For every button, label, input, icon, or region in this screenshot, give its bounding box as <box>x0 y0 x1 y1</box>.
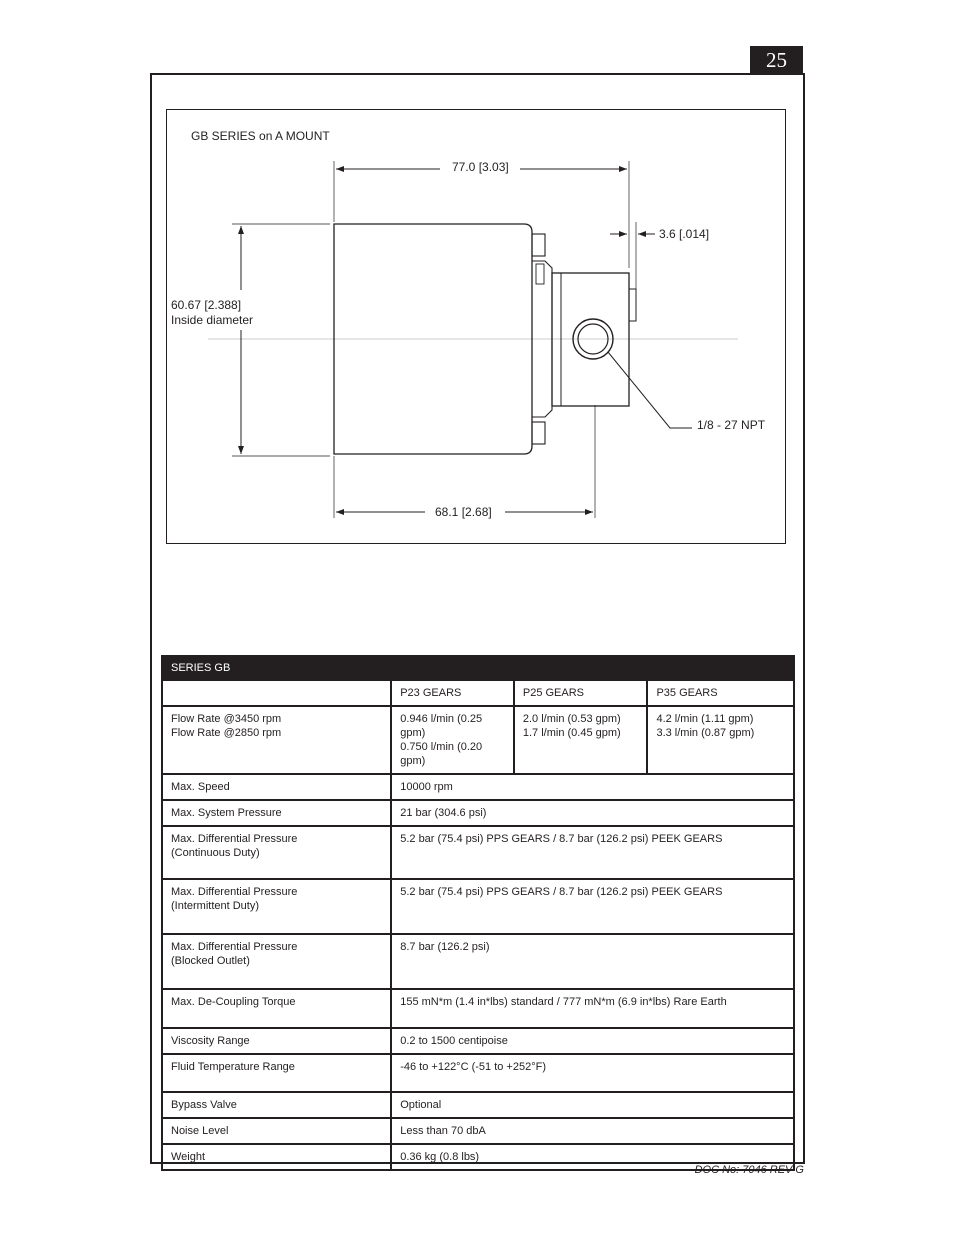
cell-p25-flow <box>514 706 648 774</box>
cell-p35-flow <box>647 706 794 774</box>
row-label-line1: Flow Rate @3450 rpm <box>171 713 282 725</box>
value-line1: 2.0 l/min (0.53 gpm) <box>522 713 621 725</box>
row-value: Optional <box>391 1092 794 1118</box>
row-value: -46 to +122°C (-51 to +252°F) <box>391 1054 794 1092</box>
drawing-title: GB SERIES on A MOUNT <box>191 129 330 143</box>
pump-head <box>552 273 629 406</box>
row-label: Max. System Pressure <box>162 800 391 826</box>
table-row <box>162 1028 794 1054</box>
column-header-p25: P25 GEARS <box>514 680 648 706</box>
row-value: 10000 rpm <box>391 774 794 800</box>
port-leader <box>608 352 692 428</box>
table-row <box>162 826 794 879</box>
table-title: SERIES GB <box>162 656 794 680</box>
value-line2: 0.750 l/min (0.20 gpm) <box>400 741 483 767</box>
row-value: 8.7 bar (126.2 psi) <box>391 934 794 989</box>
table-row <box>162 800 794 826</box>
row-label-line2: (Intermittent Duty) <box>171 900 260 912</box>
mount-tab-bottom <box>532 422 545 444</box>
table-header-row <box>162 680 794 706</box>
row-label <box>162 826 391 879</box>
value-line1: 4.2 l/min (1.11 gpm) <box>656 713 754 725</box>
column-header-blank <box>162 680 391 706</box>
document-number: DOC No: 7046 REV G <box>694 1164 804 1176</box>
dim-diameter: 60.67 [2.388] <box>171 298 242 312</box>
spec-table <box>161 655 795 1171</box>
row-value: 5.2 bar (75.4 psi) PPS GEARS / 8.7 bar (126.2 psi) PEEK GEARS <box>391 879 794 934</box>
row-value: 0.2 to 1500 centipoise <box>391 1028 794 1054</box>
row-label <box>162 934 391 989</box>
row-value: 155 mN*m (1.4 in*lbs) standard / 777 mN*m (6.9 in*lbs) Rare Earth <box>391 989 794 1028</box>
table-row <box>162 774 794 800</box>
value-line1: 0.946 l/min (0.25 gpm) <box>400 713 483 739</box>
row-label-line1: Max. Differential Pressure <box>171 833 298 845</box>
table-row <box>162 879 794 934</box>
row-label-line1: Max. Differential Pressure <box>171 941 298 953</box>
row-label: Bypass Valve <box>162 1092 391 1118</box>
row-label: Fluid Temperature Range <box>162 1054 391 1092</box>
row-label: Max. Speed <box>162 774 391 800</box>
dim-port-thread: 1/8 - 27 NPT <box>697 418 766 432</box>
table-row <box>162 989 794 1028</box>
row-value: Less than 70 dbA <box>391 1118 794 1144</box>
row-label: Viscosity Range <box>162 1028 391 1054</box>
row-label-line1: Max. Differential Pressure <box>171 886 298 898</box>
dim-gap: 3.6 [.014] <box>659 227 710 241</box>
dim-diameter-label: Inside diameter <box>171 313 254 327</box>
value-line2: 3.3 l/min (0.87 gpm) <box>656 727 755 739</box>
row-label <box>162 879 391 934</box>
cell-p23-flow <box>391 706 514 774</box>
page-number: 25 <box>750 46 803 74</box>
row-value: 0.36 kg (0.8 lbs) <box>391 1144 794 1170</box>
row-label <box>162 706 391 774</box>
row-label-line2: (Continuous Duty) <box>171 847 260 859</box>
table-row <box>162 1118 794 1144</box>
column-header-p35: P35 GEARS <box>647 680 794 706</box>
row-label: Noise Level <box>162 1118 391 1144</box>
table-title-row <box>162 656 794 680</box>
row-label: Weight <box>162 1144 391 1170</box>
table-row <box>162 1054 794 1092</box>
table-row <box>162 1092 794 1118</box>
dim-overall-length: 77.0 [3.03] <box>452 160 509 174</box>
table-row-flow-rate <box>162 706 794 774</box>
dim-body-length: 68.1 [2.68] <box>435 505 492 519</box>
table-row <box>162 934 794 989</box>
column-header-p23: P23 GEARS <box>391 680 514 706</box>
row-label-line2: Flow Rate @2850 rpm <box>171 727 282 739</box>
value-line2: 1.7 l/min (0.45 gpm) <box>522 727 621 739</box>
row-value: 5.2 bar (75.4 psi) PPS GEARS / 8.7 bar (126.2 psi) PEEK GEARS <box>391 826 794 879</box>
mount-tab-top <box>532 234 545 256</box>
row-label: Max. De-Coupling Torque <box>162 989 391 1028</box>
row-value: 21 bar (304.6 psi) <box>391 800 794 826</box>
row-label-line2: (Blocked Outlet) <box>171 955 250 967</box>
